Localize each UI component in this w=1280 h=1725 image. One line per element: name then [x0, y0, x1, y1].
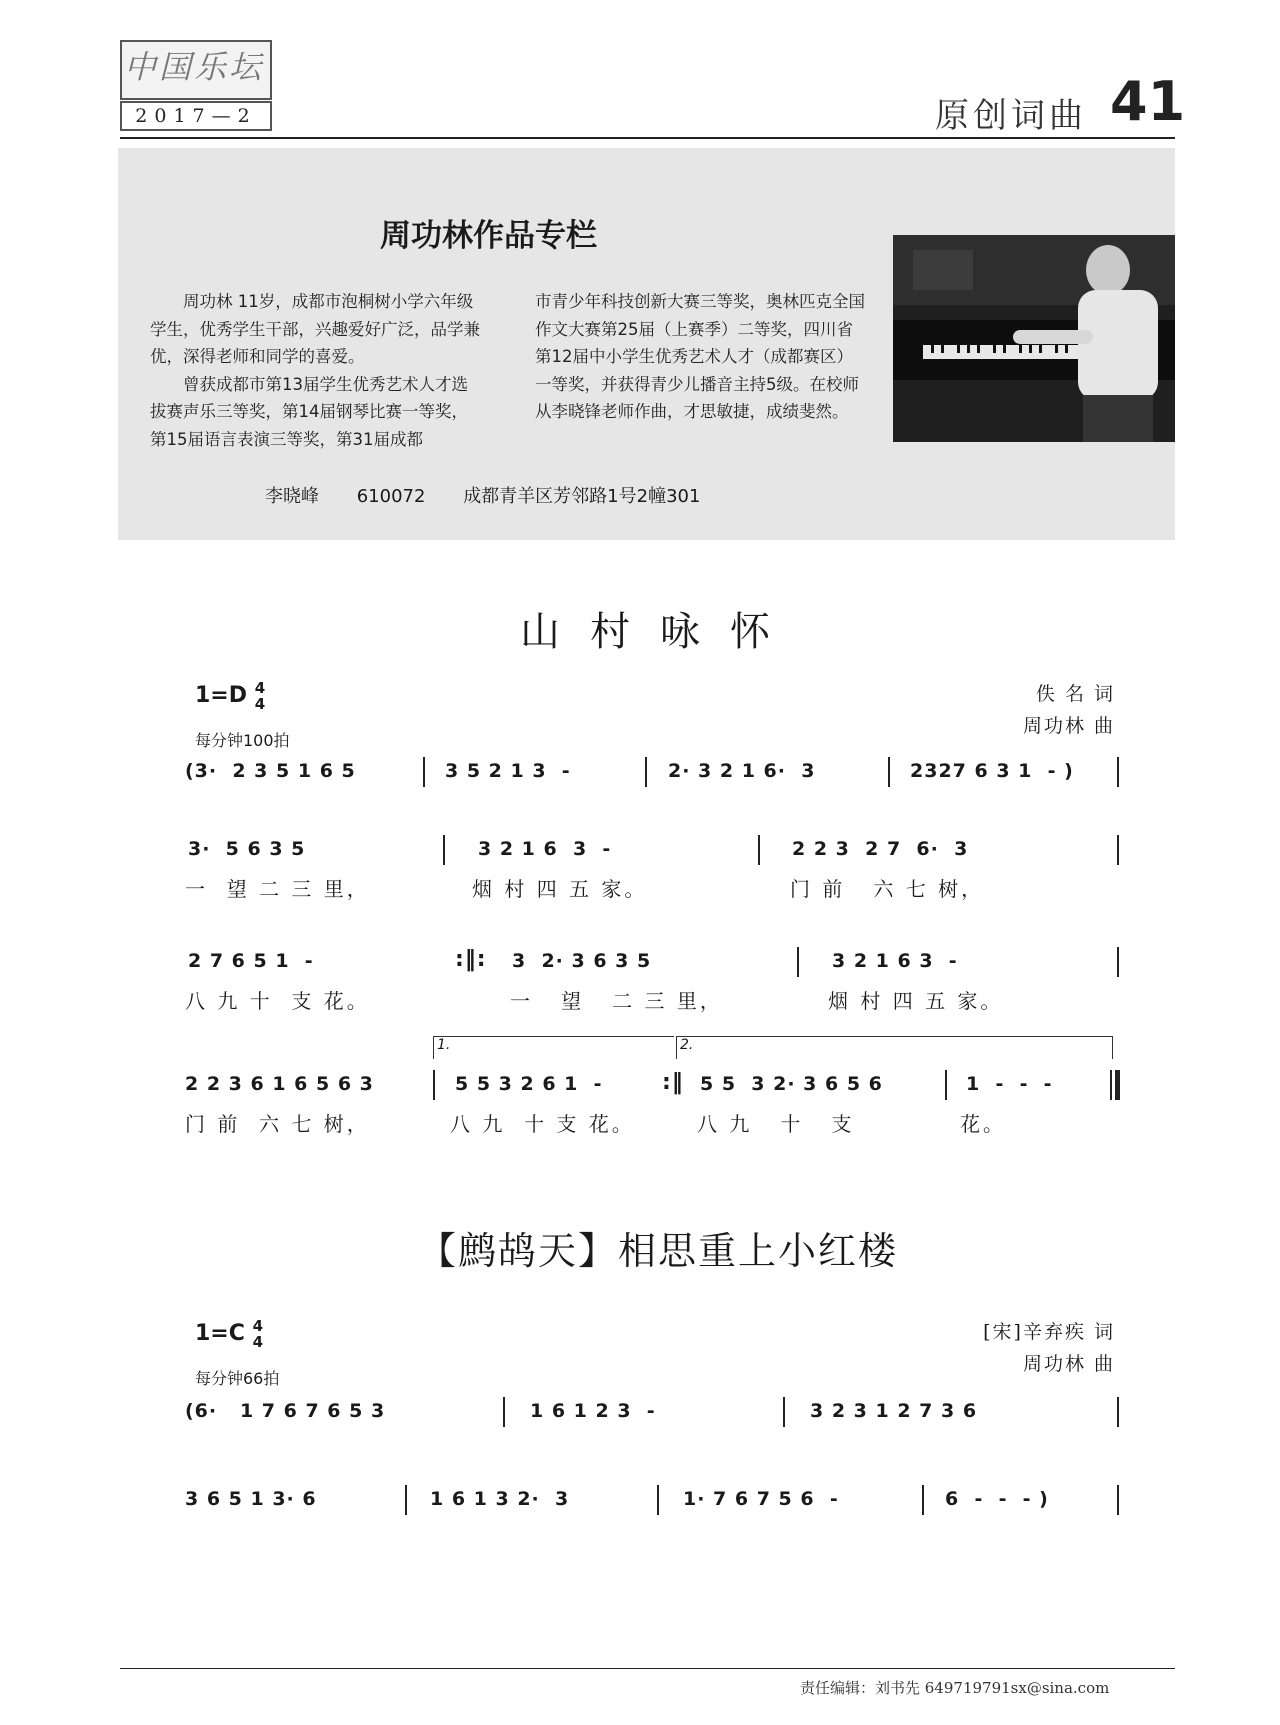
- barline: [657, 1485, 659, 1515]
- notation-measure: 3 2· 3 6 3 5: [512, 950, 652, 972]
- barline: [645, 757, 647, 787]
- barline: [758, 835, 760, 865]
- barline: [503, 1397, 505, 1427]
- lyric-line: 花。: [960, 1112, 1006, 1136]
- barline: [433, 1070, 435, 1100]
- barline: [797, 947, 799, 977]
- barline: [1117, 1397, 1119, 1427]
- volta-second-ending: 2.: [676, 1036, 1113, 1059]
- bio-left: [150, 288, 480, 453]
- repeat-end: :‖: [662, 1070, 684, 1095]
- barline: [405, 1485, 407, 1515]
- time-bottom: 4: [254, 695, 266, 713]
- notation-measure: (3· 2 3 5 1 6 5: [185, 760, 356, 782]
- composer: 周功林 曲: [1022, 715, 1115, 737]
- contact-address: 成都青羊区芳邻路1号2幢301: [463, 486, 701, 507]
- key-signature: 1=C: [195, 1321, 245, 1346]
- song1-key: [195, 680, 265, 712]
- barline: [1117, 757, 1119, 787]
- lyric-line: 门 前 六 七 树，: [790, 877, 985, 901]
- lyric-line: 八 九 十 支 花。: [450, 1112, 635, 1136]
- notation-measure: 3 2 3 1 2 7 3 6: [810, 1400, 978, 1422]
- column-title: 周功林作品专栏: [380, 218, 597, 254]
- time-top: 4: [252, 1317, 263, 1335]
- barline: [1117, 835, 1119, 865]
- notation-measure: 1 6 1 2 3 -: [530, 1400, 656, 1422]
- notation-measure: 2 2 3 6 1 6 5 6 3: [185, 1073, 374, 1095]
- lyric-line: 门 前 六 七 树，: [185, 1112, 370, 1136]
- section-title: 原创词曲: [935, 96, 1087, 136]
- lyric-line: 八 九 十 支: [697, 1112, 855, 1136]
- contact-line: [265, 482, 732, 508]
- bio-paragraph: 周功林 11岁，成都市泡桐树小学六年级学生，优秀学生干部，兴趣爱好广泛，品学兼优，深得老师和同学的喜爱。: [150, 292, 480, 366]
- barline: [922, 1485, 924, 1515]
- barline: [1117, 947, 1119, 977]
- bio-right: [535, 288, 865, 426]
- notation-measure: 2· 3 2 1 6· 3: [668, 760, 816, 782]
- song2-credits: [983, 1316, 1115, 1380]
- song1-credits: [1023, 678, 1115, 742]
- lyric-line: 一 望 二 三 里，: [185, 877, 370, 901]
- song1-tempo: 每分钟100拍: [195, 731, 290, 750]
- notation-measure: 5 5 3 2· 3 6 5 6: [700, 1073, 883, 1095]
- notation-measure: 5 5 3 2 6 1 -: [455, 1073, 603, 1095]
- bio-paragraph: 曾获成都市第13届学生优秀艺术人才选拔赛声乐三等奖，第14届钢琴比赛一等奖，第15届语言表演三等奖，第31届成都: [150, 374, 468, 449]
- lyric-line: 烟 村 四 五 家。: [828, 989, 1004, 1013]
- editor-credit: 责任编辑：刘书先 649719791sx@sina.com: [800, 1679, 1110, 1697]
- time-signature: [253, 1318, 263, 1350]
- piano-photo: [893, 235, 1175, 442]
- notation-measure: 3 5 2 1 3 -: [445, 760, 571, 782]
- time-bottom: 4: [252, 1333, 263, 1351]
- composer: 周功林 曲: [1022, 1353, 1115, 1375]
- contact-name: 李晓峰: [265, 486, 319, 507]
- barline: [783, 1397, 785, 1427]
- barline: [423, 757, 425, 787]
- song2-title: 【鹧鸪天】相思重上小红楼: [418, 1229, 899, 1273]
- notation-measure: 3 6 5 1 3· 6: [185, 1488, 317, 1510]
- barline: [888, 757, 890, 787]
- final-barline-thick: [1115, 1070, 1120, 1100]
- lyric-line: 烟 村 四 五 家。: [472, 877, 648, 901]
- page-number: 41: [1110, 70, 1186, 133]
- song2-tempo: 每分钟66拍: [195, 1369, 280, 1388]
- notation-measure: 1 6 1 3 2· 3: [430, 1488, 570, 1510]
- lyricist: 佚 名 词: [1035, 683, 1115, 705]
- masthead-title: 中国乐坛: [123, 48, 264, 86]
- notation-measure: 1· 7 6 7 5 6 -: [683, 1488, 839, 1510]
- contact-zip: 610072: [356, 486, 426, 507]
- footer-rule: [120, 1668, 1175, 1669]
- lyric-line: 一 望 二 三 里，: [510, 989, 723, 1013]
- barline: [1117, 1485, 1119, 1515]
- time-signature: [255, 680, 265, 712]
- notation-measure: 6 - - - ): [945, 1488, 1049, 1510]
- notation-measure: 1 - - -: [966, 1073, 1053, 1095]
- notation-measure: 3 2 1 6 3 -: [832, 950, 958, 972]
- notation-measure: 3 2 1 6 3 -: [478, 838, 612, 860]
- header-rule: [120, 137, 1175, 139]
- repeat-start: :‖:: [455, 947, 487, 972]
- notation-measure: 3· 5 6 3 5: [188, 838, 306, 860]
- barline: [443, 835, 445, 865]
- song1-title: 山村咏怀: [520, 609, 800, 655]
- lyric-line: 八 九 十 支 花。: [185, 989, 370, 1013]
- notation-measure: (6· 1 7 6 7 6 5 3: [185, 1400, 386, 1422]
- final-barline-thin: [1110, 1070, 1112, 1100]
- volta-first-ending: 1.: [433, 1036, 674, 1059]
- barline: [945, 1070, 947, 1100]
- notation-measure: 2 7 6 5 1 -: [188, 950, 314, 972]
- notation-measure: 2 2 3 2 7 6· 3: [792, 838, 969, 860]
- lyricist: [宋]辛弃疾 词: [983, 1321, 1115, 1343]
- song2-key: [195, 1318, 263, 1350]
- key-signature: 1=D: [195, 683, 248, 708]
- bio-paragraph: 市青少年科技创新大赛三等奖，奥林匹克全国作文大赛第25届（上赛季）二等奖，四川省第12届中小学生优秀艺术人才（成都赛区）一等奖，并获得青少儿播音主持5级。在校师从李晓锋老师作曲，才思敏捷，成绩斐然。: [535, 292, 865, 421]
- photo-illustration: [893, 235, 1175, 442]
- issue-label: 2017—2: [120, 101, 272, 131]
- time-top: 4: [254, 679, 266, 697]
- notation-measure: 2327 6 3 1 - ): [910, 760, 1074, 782]
